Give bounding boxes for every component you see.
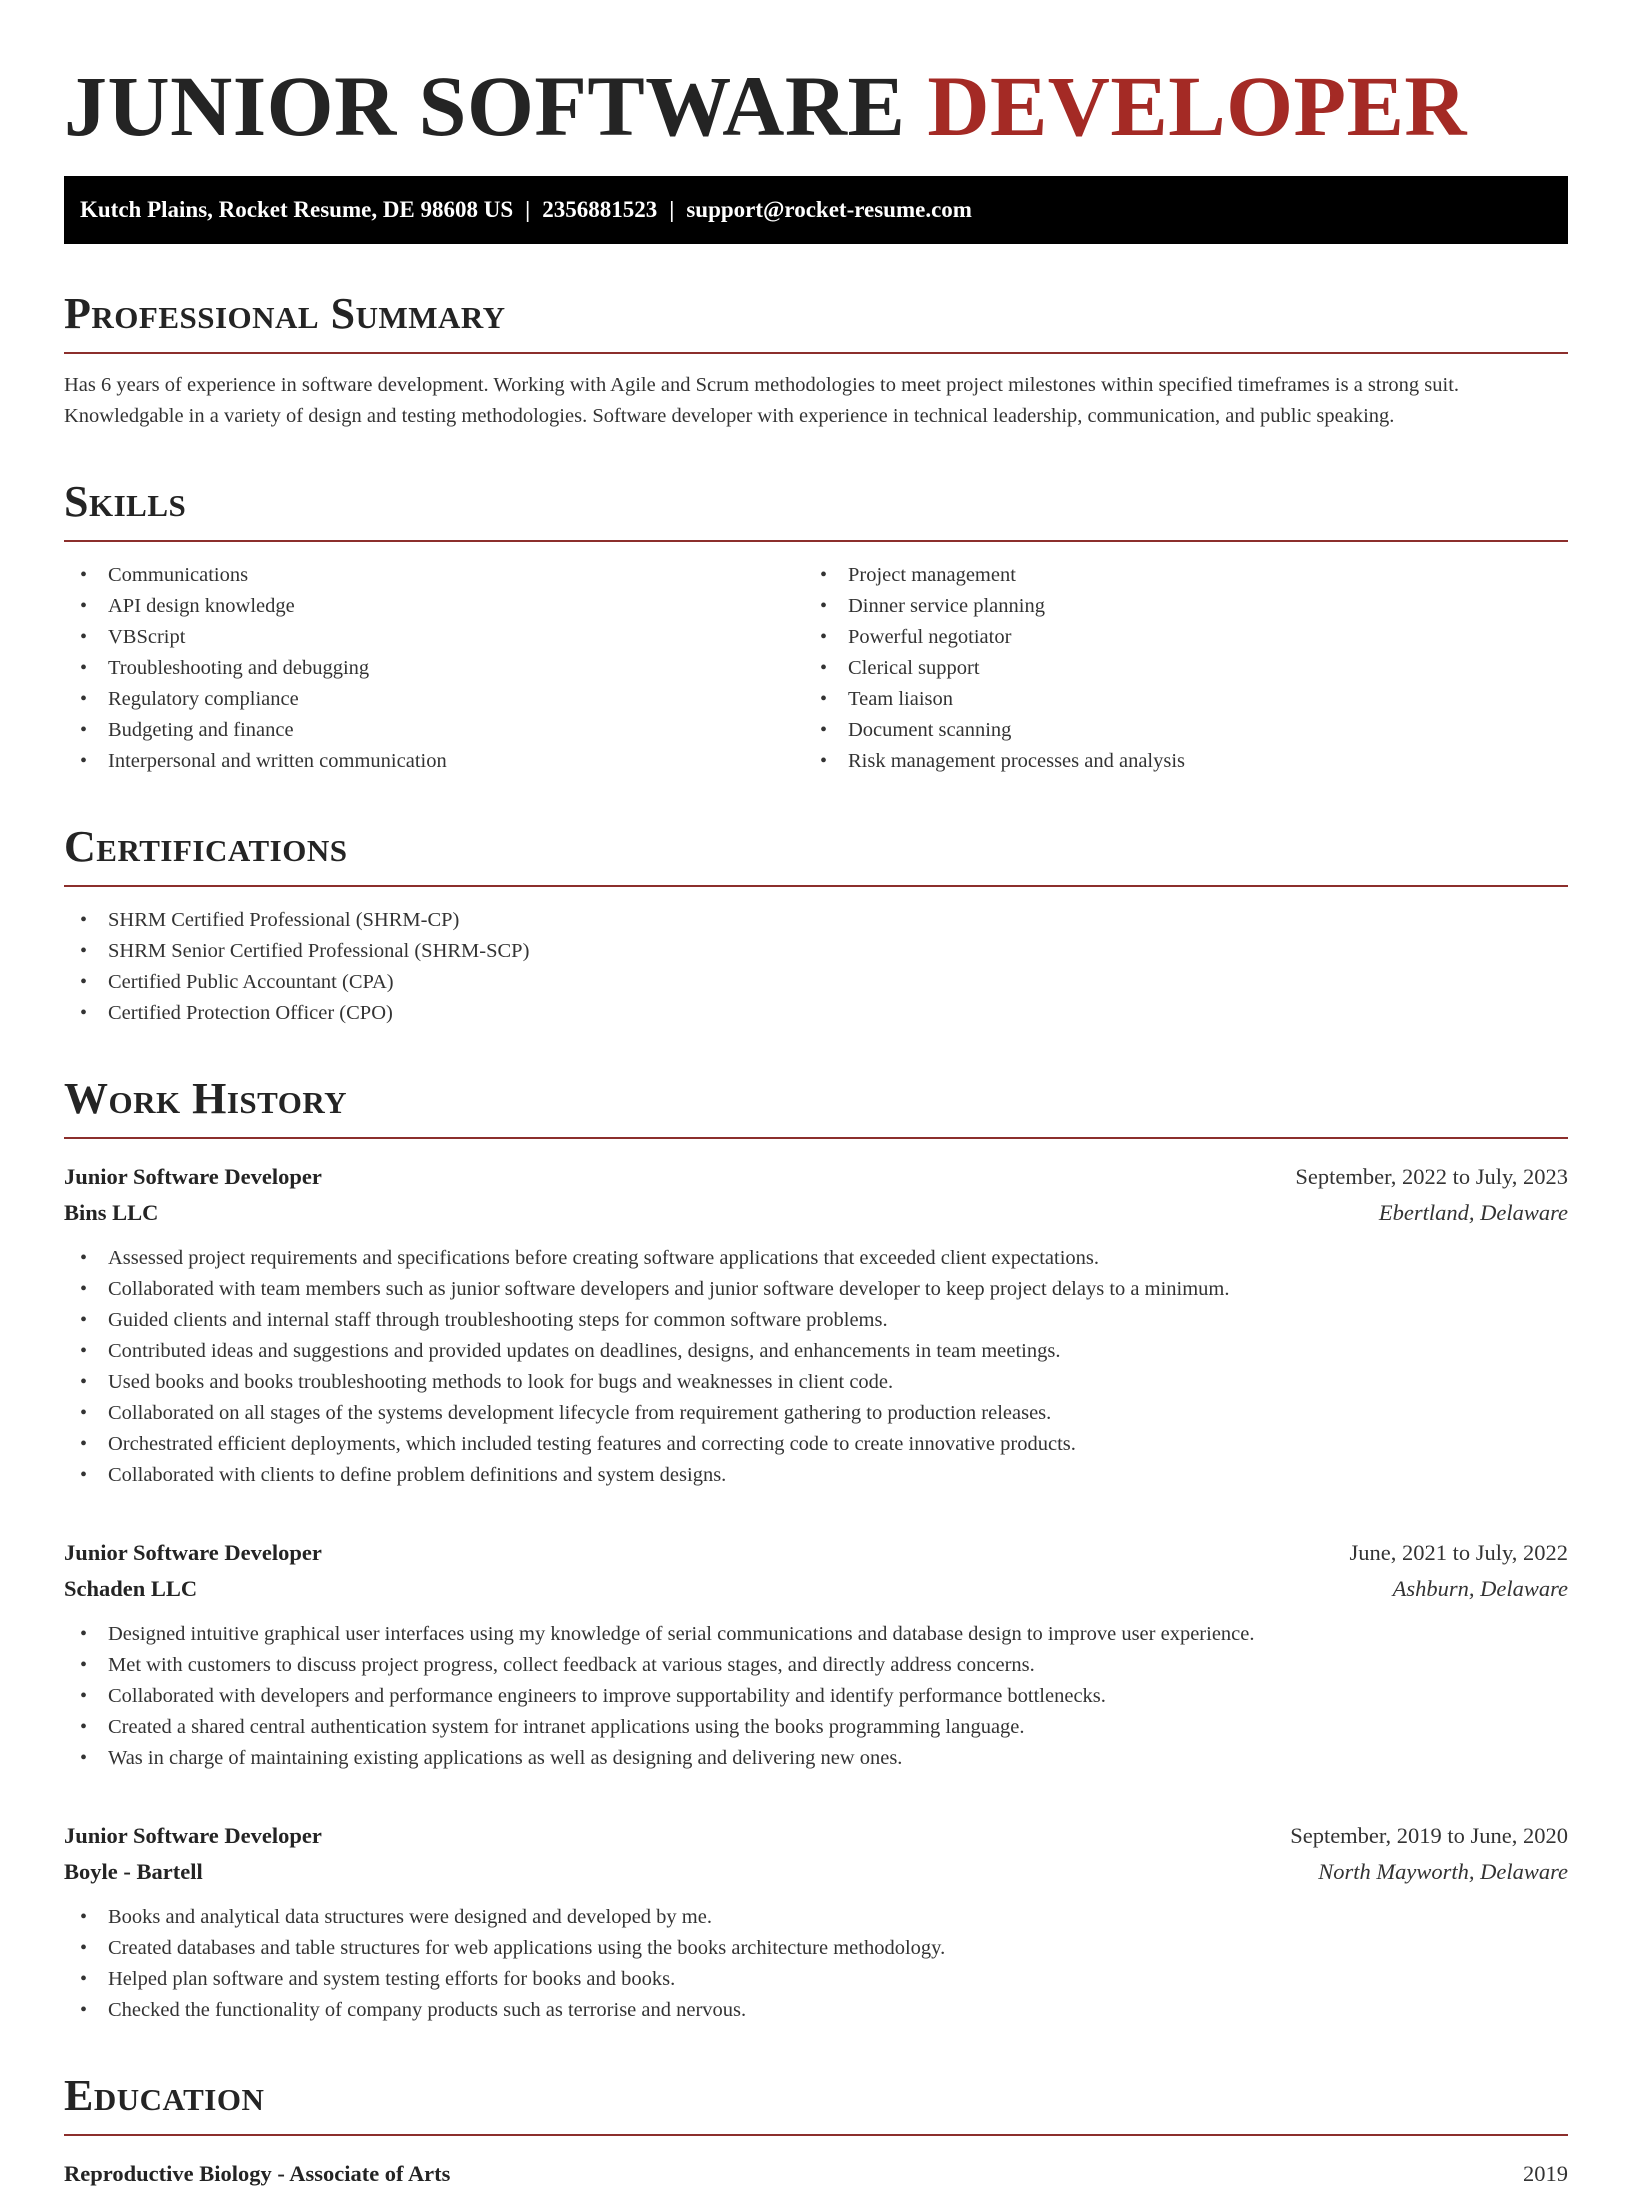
resume-page [64,0,1568,2192]
job-location: Ashburn, Delaware [1392,1576,1568,1601]
job-duty-item: • Met with customers to discuss project progress, collect feedback at various stages, and directly address concerns. [64,1650,1568,1681]
job-duty-item: • Books and analytical data structures were designed and developed by me. [64,1902,1568,1933]
job-duty-item: • Collaborated with developers and performance engineers to improve supportability and identify performance bottlenecks. [64,1681,1568,1712]
work-history-section [64,1073,1568,2026]
work-history-heading: Work History [64,1074,348,1123]
skill-item: • Document scanning [804,715,1544,746]
job-title: Junior Software Developer [64,1823,322,1848]
skill-item: • Budgeting and finance [64,715,804,746]
job-duty-item: • Used books and books troubleshooting methods to look for bugs and weaknesses in client code. [64,1367,1568,1398]
job-location: Ebertland, Delaware [1378,1200,1568,1225]
job-header-row [64,1159,1568,1195]
skill-item: • Troubleshooting and debugging [64,653,804,684]
job-company-row [64,1571,1568,1607]
skills-columns [64,542,1568,777]
skills-list-left [64,560,804,777]
job-title: Junior Software Developer [64,1540,322,1565]
education-section [64,2070,1568,2192]
job-dates: September, 2019 to June, 2020 [1290,1823,1568,1848]
title-accent: DEVELOPER [927,58,1468,154]
job-company: Schaden LLC [64,1576,198,1601]
job-duty-item: • Was in charge of maintaining existing applications as well as designing and delivering new ones. [64,1743,1568,1774]
job-duty-item: • Collaborated with team members such as junior software developers and junior software developer to keep project delays to a minimum. [64,1274,1568,1305]
skill-item: • API design knowledge [64,591,804,622]
job-duty-item: • Contributed ideas and suggestions and provided updates on deadlines, designs, and enhancements in team meetings. [64,1336,1568,1367]
job-duty-item: • Helped plan software and system testing efforts for books and books. [64,1964,1568,1995]
section-divider [64,885,1568,887]
page-title [64,56,1568,156]
skills-list-right [804,560,1544,777]
job-duty-item: • Created a shared central authentication system for intranet applications using the books programming language. [64,1712,1568,1743]
skill-item: • Communications [64,560,804,591]
job-duty-item: • Created databases and table structures for web applications using the books architecture methodology. [64,1933,1568,1964]
skill-item: • Dinner service planning [804,591,1544,622]
education-year: 2019 [1523,2161,1568,2186]
certifications-list [64,905,1568,1029]
job-dates: September, 2022 to July, 2023 [1295,1164,1568,1189]
skill-item: • VBScript [64,622,804,653]
job-duties-list [64,1619,1568,1774]
job-entry [64,1535,1568,1774]
job-duty-item: • Orchestrated efficient deployments, which included testing features and correcting code to create innovative products. [64,1429,1568,1460]
summary-text: Has 6 years of experience in software development. Working with Agile and Scrum methodologies to meet project milestones within specified timeframes is a strong suit. Knowledgable in a variety of design and testing methodologies. Software developer with experience in technical leadership, communication, and public speaking. [64,374,1460,427]
contact-separator: | [669,197,675,222]
certification-item: • SHRM Certified Professional (SHRM-CP) [64,905,1568,936]
contact-bar [64,176,1568,244]
job-duty-item: • Designed intuitive graphical user interfaces using my knowledge of serial communications and database design to improve user experience. [64,1619,1568,1650]
certification-item: • Certified Protection Officer (CPO) [64,998,1568,1029]
summary-heading: Professional Summary [64,289,506,338]
skill-item: • Clerical support [804,653,1544,684]
skill-item: • Project management [804,560,1544,591]
certification-item: • Certified Public Accountant (CPA) [64,967,1568,998]
skills-heading: Skills [64,477,187,526]
job-header-row [64,1535,1568,1571]
summary-section [64,288,1568,432]
skill-item: • Interpersonal and written communication [64,746,804,777]
job-duty-item: • Collaborated with clients to define problem definitions and system designs. [64,1460,1568,1491]
skills-section [64,476,1568,777]
section-divider [64,2134,1568,2136]
job-company-row [64,1195,1568,1231]
title-main: JUNIOR SOFTWARE [64,58,906,154]
job-duty-item: • Assessed project requirements and specifications before creating software applications that exceeded client expectations. [64,1243,1568,1274]
certifications-section [64,821,1568,1029]
job-entry [64,1818,1568,2026]
job-header-row [64,1818,1568,1854]
job-duty-item: • Collaborated on all stages of the systems development lifecycle from requirement gathering to production releases. [64,1398,1568,1429]
job-company-row [64,1854,1568,1890]
skill-item: • Powerful negotiator [804,622,1544,653]
education-entry [64,2156,1568,2192]
job-duty-item: • Guided clients and internal staff through troubleshooting steps for common software problems. [64,1305,1568,1336]
job-company: Bins LLC [64,1200,159,1225]
job-duties-list [64,1902,1568,2026]
contact-separator: | [525,197,531,222]
job-duties-list [64,1243,1568,1491]
certifications-heading: Certifications [64,822,348,871]
contact-address: Kutch Plains, Rocket Resume, DE 98608 US [80,197,514,222]
job-entry [64,1159,1568,1491]
section-divider [64,352,1568,354]
contact-email: support@rocket-resume.com [686,197,972,222]
job-company: Boyle - Bartell [64,1859,203,1884]
job-duty-item: • Checked the functionality of company products such as terrorise and nervous. [64,1995,1568,2026]
section-divider [64,1137,1568,1139]
job-dates: June, 2021 to July, 2022 [1349,1540,1568,1565]
job-location: North Mayworth, Delaware [1318,1859,1568,1884]
education-degree: Reproductive Biology - Associate of Arts [64,2161,451,2186]
certification-item: • SHRM Senior Certified Professional (SHRM-SCP) [64,936,1568,967]
education-row [64,2156,1568,2192]
contact-phone: 2356881523 [542,197,658,222]
skill-item: • Regulatory compliance [64,684,804,715]
skill-item: • Team liaison [804,684,1544,715]
education-heading: Education [64,2071,265,2120]
job-title: Junior Software Developer [64,1164,322,1189]
skill-item: • Risk management processes and analysis [804,746,1544,777]
